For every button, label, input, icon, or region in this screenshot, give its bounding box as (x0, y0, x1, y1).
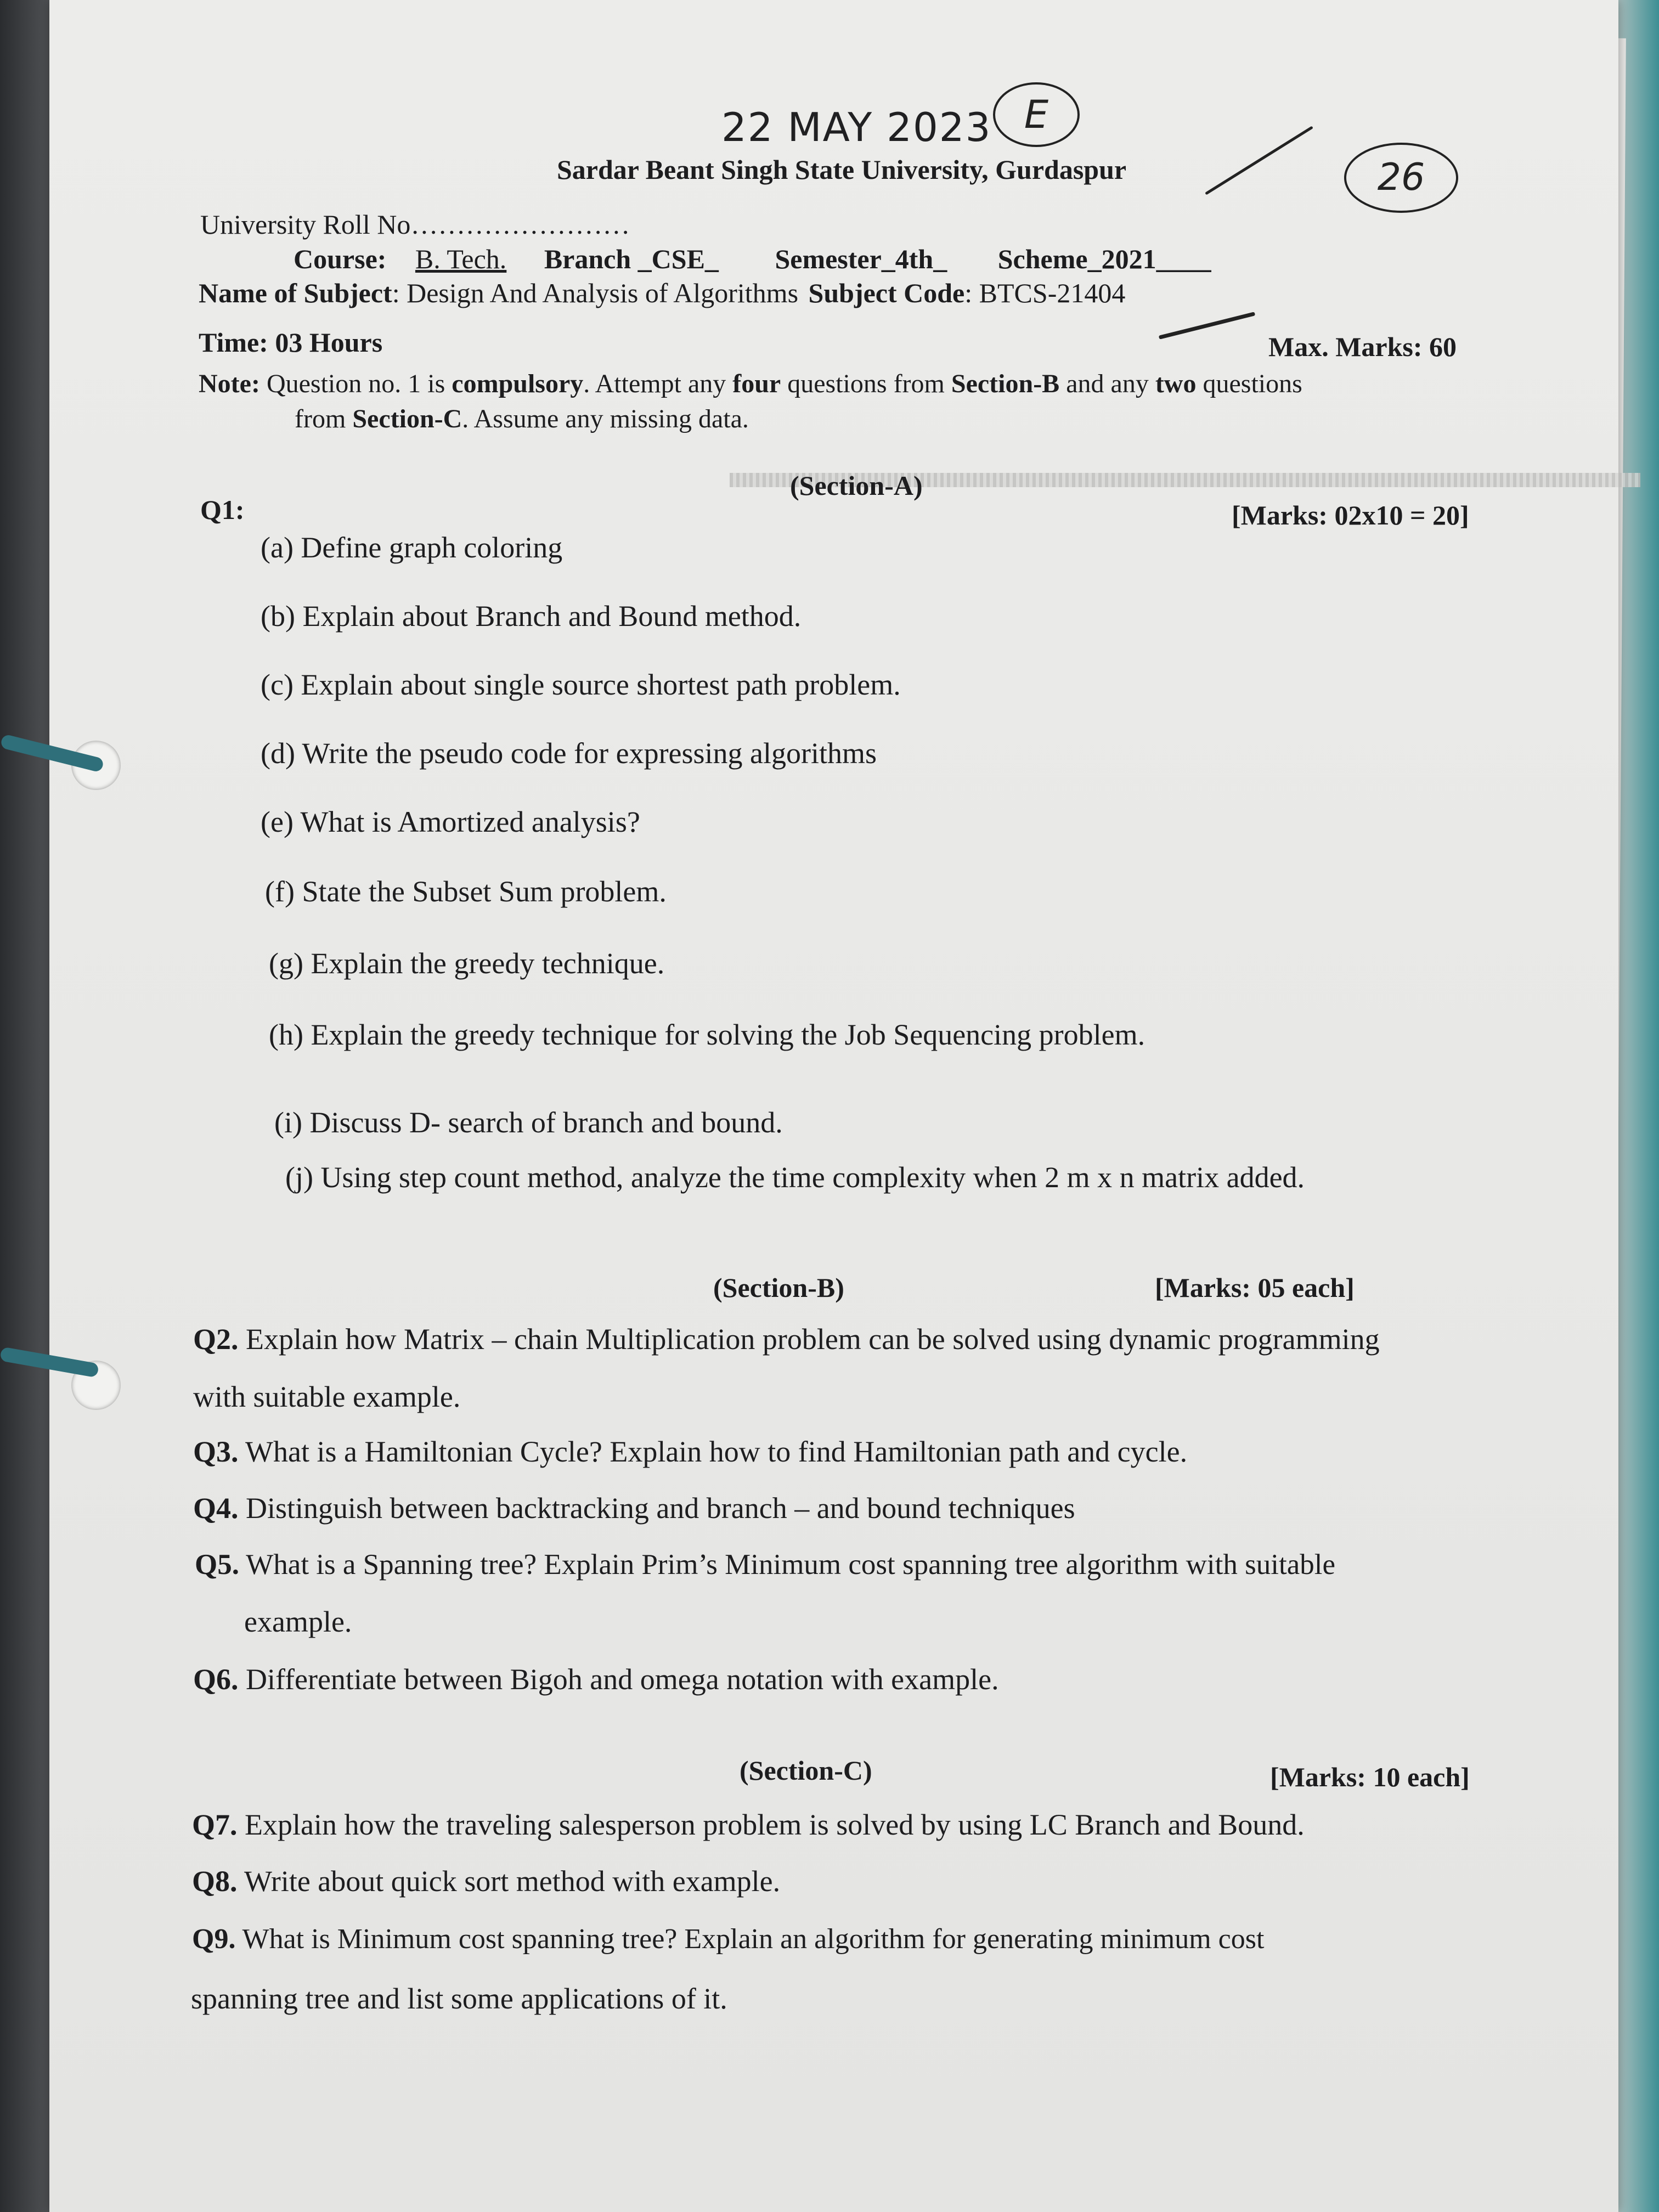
q1-part-b: (b) Explain about Branch and Bound method. (261, 600, 802, 633)
course-value: B. Tech. (415, 244, 507, 274)
note-line-2: from Section-C. Assume any missing data. (295, 404, 749, 433)
q1-part-g: (g) Explain the greedy technique. (269, 947, 665, 980)
question-q4: Q4. Distinguish between backtracking and branch – and bound techniques (193, 1492, 1075, 1525)
question-q7: Q7. Explain how the traveling salesperson problem is solved by using LC Branch and Bound. (192, 1808, 1305, 1841)
q1-part-h: (h) Explain the greedy technique for solving the Job Sequencing problem. (269, 1018, 1146, 1051)
circled-letter: E (993, 82, 1080, 147)
section-c-title: (Section-C) (740, 1755, 872, 1786)
q1-part-f: (f) State the Subset Sum problem. (265, 875, 667, 908)
course-line (294, 243, 1211, 275)
university-name: Sardar Beant Singh State University, Gurdaspur (557, 154, 1127, 185)
question-q8: Q8. Write about quick sort method with example. (192, 1865, 781, 1898)
subject-line (199, 277, 1125, 309)
exam-paper (49, 0, 1618, 2212)
course-label: Course: (294, 244, 387, 274)
note-line-1: Note: Question no. 1 is compulsory. Attempt any four questions from Section-B and any two questions (199, 369, 1302, 398)
subject-code-value: : BTCS-21404 (964, 278, 1126, 308)
semester-field: Semester_4th_ (775, 244, 947, 274)
q1-part-i: (i) Discuss D- search of branch and bound. (274, 1106, 783, 1139)
section-b-title: (Section-B) (713, 1272, 844, 1303)
max-marks: Max. Marks: 60 (1268, 331, 1457, 362)
question-q3: Q3. What is a Hamiltonian Cycle? Explain how to find Hamiltonian path and cycle. (193, 1435, 1188, 1468)
section-b-marks: [Marks: 05 each] (1155, 1272, 1355, 1303)
question-q5-line-2: example. (244, 1605, 352, 1638)
q1-part-e: (e) What is Amortized analysis? (261, 805, 640, 838)
question-q5: Q5. What is a Spanning tree? Explain Prim’s Minimum cost spanning tree algorithm with suitable (195, 1549, 1335, 1581)
pen-underline-mark (1159, 312, 1255, 339)
section-a-marks: [Marks: 02x10 = 20] (1232, 500, 1469, 531)
question-q9: Q9. What is Minimum cost spanning tree? Explain an algorithm for generating minimum cost (192, 1923, 1265, 1955)
date-stamp: 22 MAY 2023 (721, 104, 992, 150)
q1-part-c: (c) Explain about single source shortest path problem. (261, 668, 901, 701)
q1-part-a: (a) Define graph coloring (261, 531, 563, 564)
question-q6: Q6. Differentiate between Bigoh and omega notation with example. (193, 1663, 999, 1696)
q1-part-d: (d) Write the pseudo code for expressing algorithms (261, 737, 877, 770)
question-q9-line-2: spanning tree and list some applications of it. (191, 1982, 727, 2015)
subject-code-label: Subject Code (808, 278, 965, 308)
subject-name-value: : Design And Analysis of Algorithms (392, 278, 799, 308)
scheme-field: Scheme_2021____ (997, 244, 1211, 274)
section-a-title: (Section-A) (790, 470, 923, 501)
pen-tick-mark (1205, 126, 1313, 195)
exam-time: Time: 03 Hours (199, 327, 383, 358)
question-q2: Q2. Explain how Matrix – chain Multiplication problem can be solved using dynamic programming (193, 1323, 1380, 1356)
branch-field: Branch _CSE_ (544, 244, 719, 274)
q1-part-j: (j) Using step count method, analyze the time complexity when 2 m x n matrix added. (285, 1161, 1305, 1194)
circled-score: 26 (1344, 143, 1458, 213)
question-q2-line-2: with suitable example. (193, 1380, 461, 1413)
subject-name-label: Name of Subject (199, 278, 392, 308)
roll-number-field: University Roll No…………………… (200, 209, 630, 240)
q1-label: Q1: (200, 494, 245, 525)
section-c-marks: [Marks: 10 each] (1270, 1762, 1470, 1792)
